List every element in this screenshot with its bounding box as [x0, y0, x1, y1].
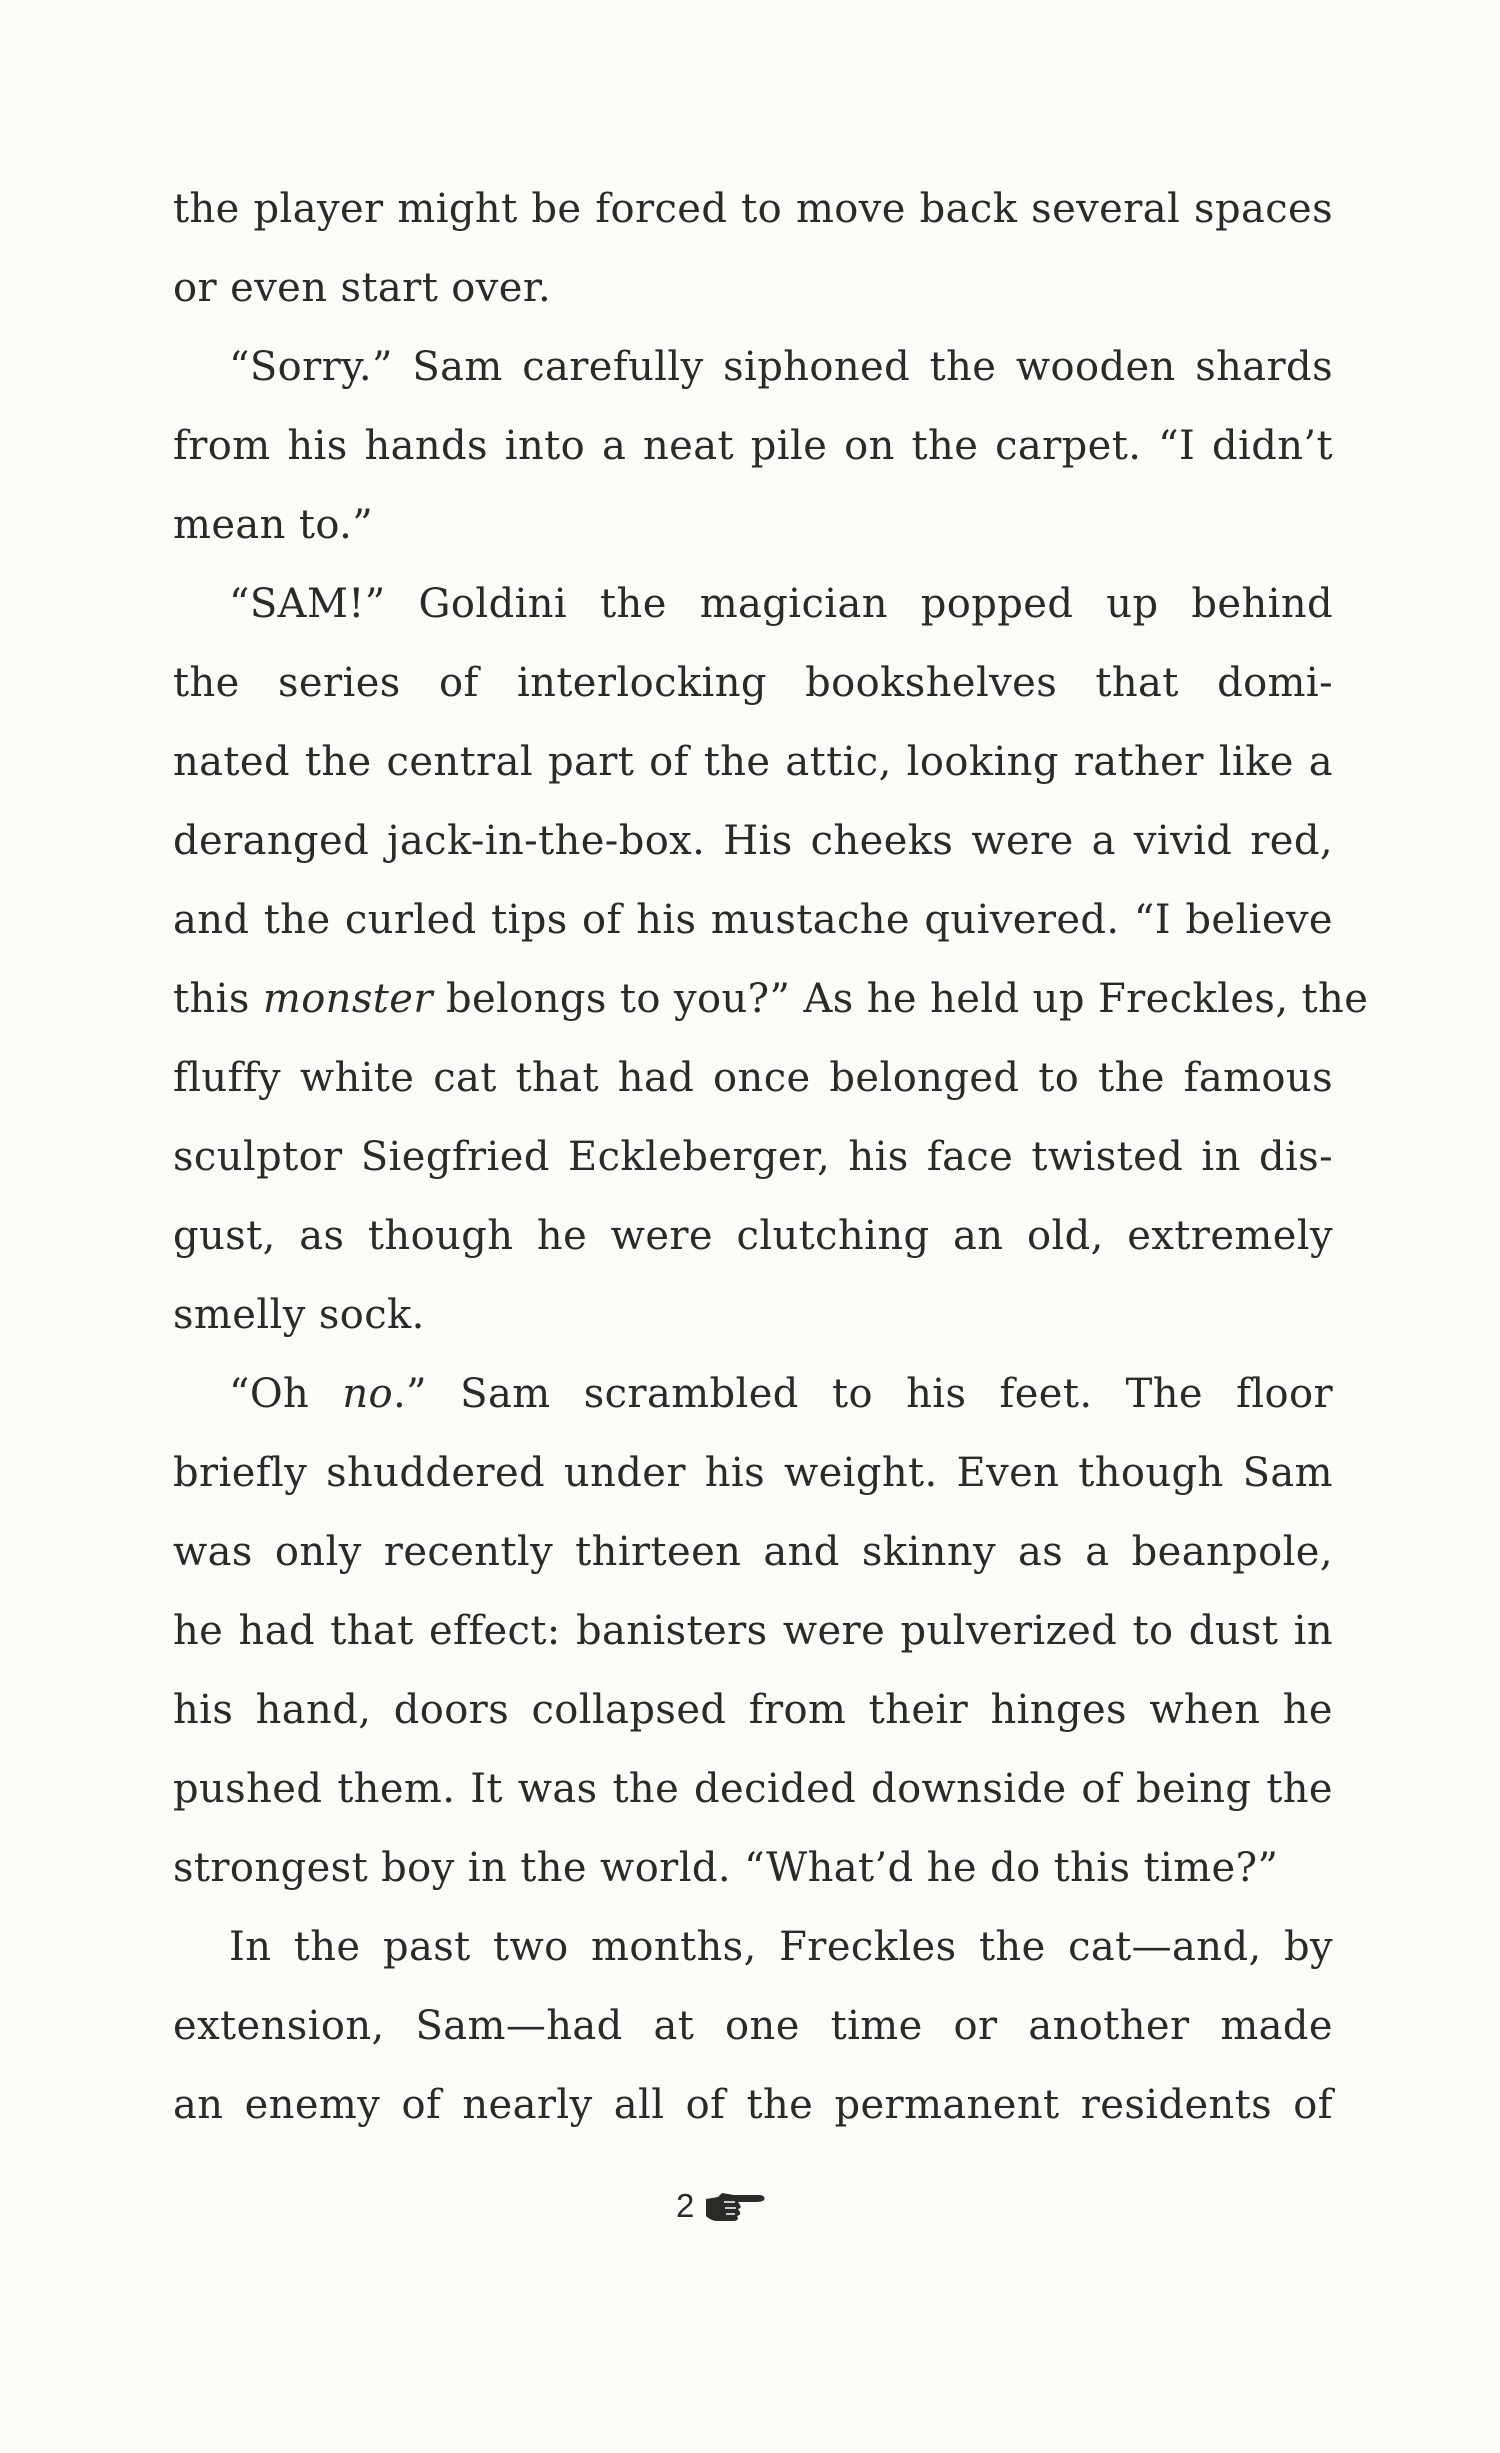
- page-number: 2: [676, 2187, 695, 2224]
- text-line: deranged jack-in-the-box. His cheeks were a vivid red,: [173, 818, 1333, 864]
- text-line: the series of interlocking bookshelves that domi-: [173, 660, 1333, 706]
- italic-word: no: [342, 1371, 394, 1417]
- italic-word: monster: [262, 976, 433, 1022]
- text-line: [173, 960, 1369, 1039]
- text-line: from his hands into a neat pile on the carpet. “I didn’t: [173, 423, 1333, 469]
- text-run: belongs to you?” As he held up Freckles, the: [432, 976, 1369, 1022]
- text-line: sculptor Siegfried Eckleberger, his face twisted in dis-: [173, 1134, 1333, 1180]
- page-footer: [676, 2187, 768, 2225]
- text-line: “Sorry.” Sam carefully siphoned the wooden shards: [229, 344, 1333, 390]
- text-line: nated the central part of the attic, looking rather like a: [173, 739, 1333, 785]
- text-run: this: [173, 976, 263, 1022]
- text-line: the player might be forced to move back several spaces: [173, 186, 1333, 232]
- text-line: and the curled tips of his mustache quivered. “I believe: [173, 897, 1333, 943]
- text-line: [173, 1355, 1333, 1434]
- text-line: smelly sock.: [173, 1292, 425, 1338]
- text-line: In the past two months, Freckles the cat—and, by: [229, 1924, 1333, 1970]
- text-line: or even start over.: [173, 265, 552, 311]
- text-run: .” Sam scrambled to his feet. The floor: [393, 1371, 1333, 1417]
- text-line: “SAM!” Goldini the magician popped up behind: [229, 581, 1333, 627]
- text-line: was only recently thirteen and skinny as a beanpole,: [173, 1529, 1333, 1575]
- text-line: his hand, doors collapsed from their hinges when he: [173, 1687, 1333, 1733]
- text-line: strongest boy in the world. “What’d he do this time?”: [173, 1845, 1279, 1891]
- text-line: an enemy of nearly all of the permanent residents of: [173, 2082, 1333, 2128]
- text-line: he had that effect: banisters were pulverized to dust in: [173, 1608, 1333, 1654]
- text-line: mean to.”: [173, 502, 374, 548]
- text-line: extension, Sam—had at one time or another made: [173, 2003, 1333, 2049]
- text-line: pushed them. It was the decided downside of being the: [173, 1766, 1333, 1812]
- body-text: [173, 170, 1369, 2145]
- pointing-hand-icon: [704, 2189, 768, 2223]
- text-line: fluffy white cat that had once belonged to the famous: [173, 1055, 1333, 1101]
- text-line: gust, as though he were clutching an old, extremely: [173, 1213, 1333, 1259]
- text-line: briefly shuddered under his weight. Even though Sam: [173, 1450, 1333, 1496]
- text-run: “Oh: [229, 1371, 343, 1417]
